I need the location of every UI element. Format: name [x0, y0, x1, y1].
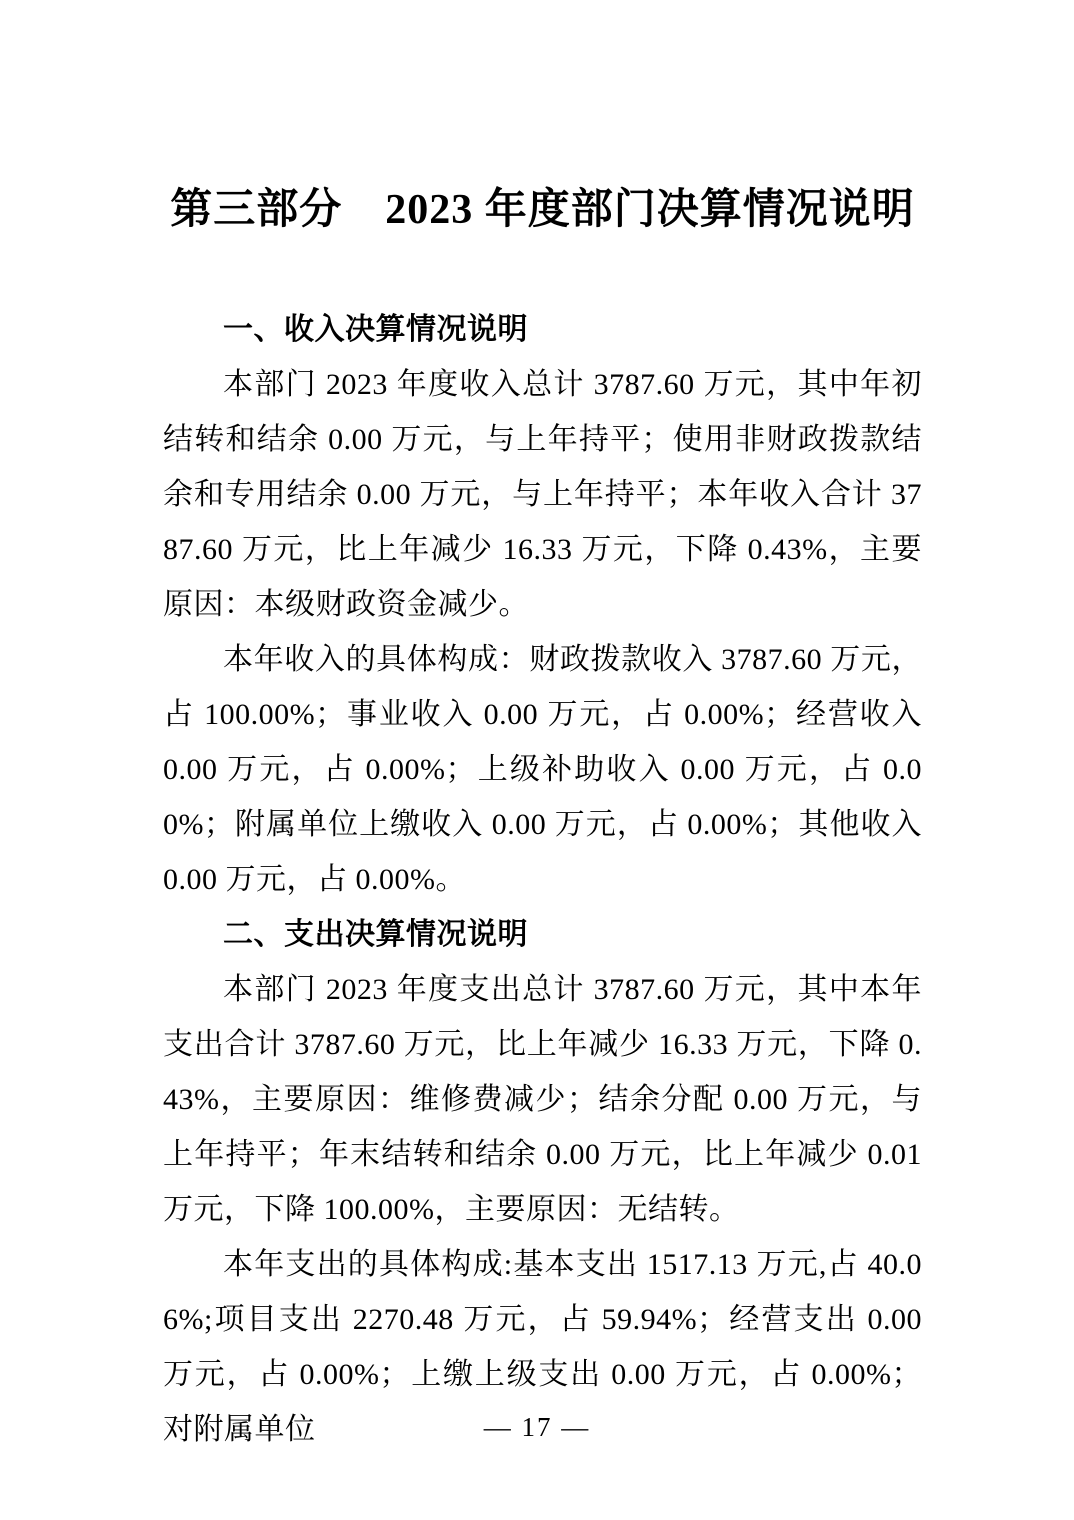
paragraph: 本部门 2023 年度收入总计 3787.60 万元，其中年初结转和结余 0.00 万元，与上年持平；使用非财政拨款结余和专用结余 0.00 万元，与上年持平；本年收入合计 3787.60 万元，比上年减少 16.33 万元，下降 0.43%，主要原因：本级财政资金减少。: [163, 368, 922, 621]
section-heading: 一、收入决算情况说明: [223, 313, 528, 346]
page-number: — 17 —: [483, 1412, 591, 1442]
paragraph: 本年收入的具体构成：财政拨款收入 3787.60 万元，占 100.00%；事业收入 0.00 万元，占 0.00%；经营收入 0.00 万元，占 0.00%；上级补助收入 0.00 万元，占 0.00%；附属单位上缴收入 0.00 万元，占 0.00%；其他收入 0.00 万元，占 0.00%。: [163, 643, 922, 896]
page-footer: [0, 1412, 1074, 1442]
document-title: 第三部分 2023 年度部门决算情况说明: [170, 187, 915, 233]
paragraph: 本部门 2023 年度支出总计 3787.60 万元，其中本年支出合计 3787.60 万元，比上年减少 16.33 万元，下降 0.43%，主要原因：维修费减少；结余分配 0.00 万元，与上年持平；年末结转和结余 0.00 万元，比上年减少 0.01 万元，下降 100.00%，主要原因：无结转。: [163, 973, 922, 1226]
paragraph: 本年支出的具体构成:基本支出 1517.13 万元,占 40.06%;项目支出 2270.48 万元，占 59.94%；经营支出 0.00 万元，占 0.00%；上缴上级支出 0.00 万元，占 0.00%；对附属单位: [163, 1248, 922, 1446]
section-heading: 二、支出决算情况说明: [223, 918, 528, 951]
document-body: [163, 302, 922, 1457]
